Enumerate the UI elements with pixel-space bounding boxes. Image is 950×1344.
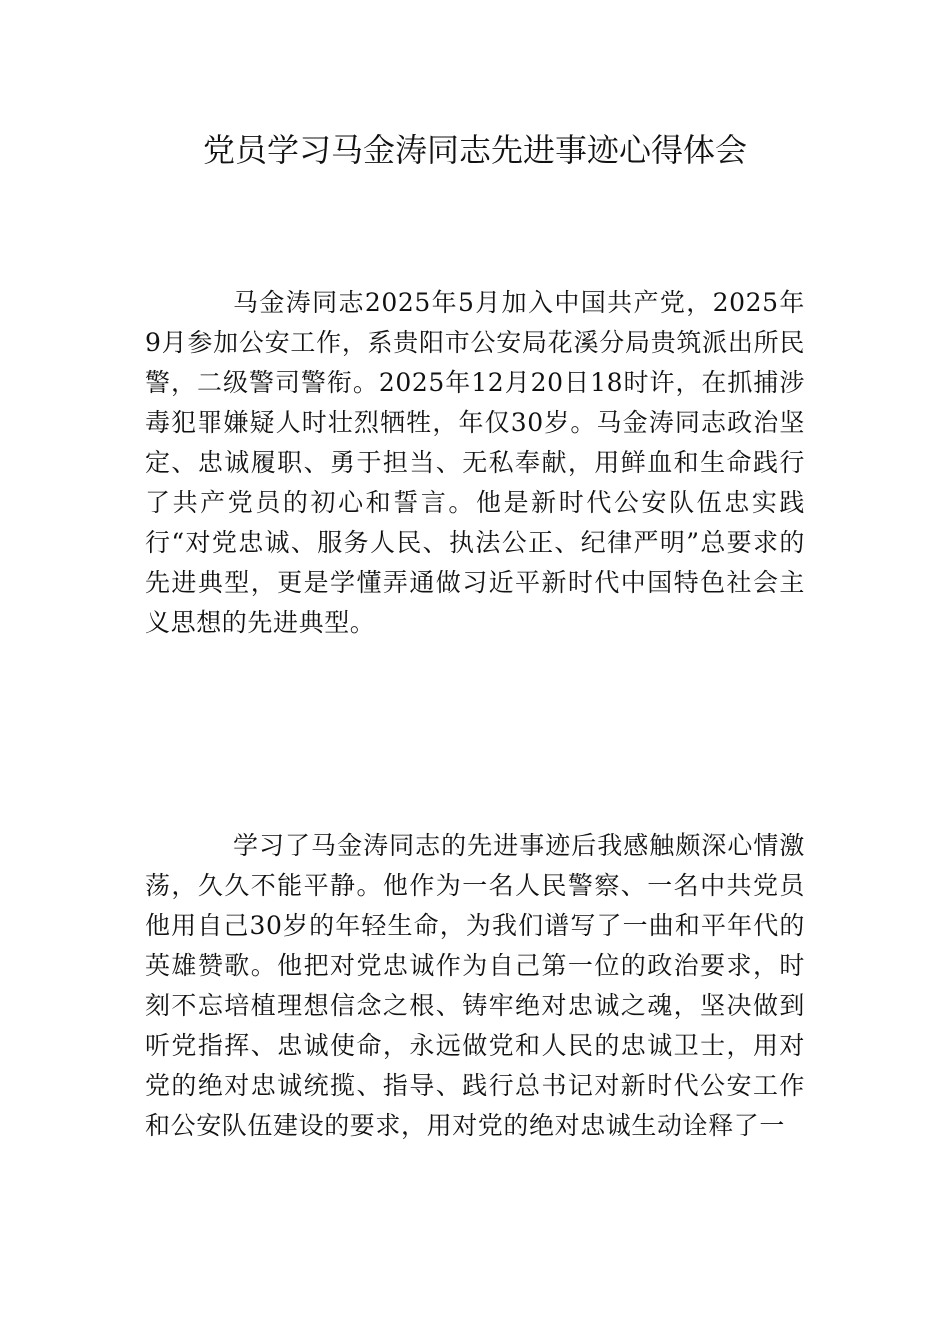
paragraph-2: 学习了马金涛同志的先进事迹后我感触颇深心情激荡，久久不能平静。他作为一名人民警察、一名中共党员他用自己30岁的年轻生命，为我们谱写了一曲和平年代的英雄赞歌。他把对党忠诚作为自己第一位的政治要求，时刻不忘培植理想信念之根、铸牢绝对忠诚之魂，坚决做到听党指挥、忠诚使命，永远做党和人民的忠诚卫士，用对党的绝对忠诚统揽、指导、践行总书记对新时代公安工作和公安队伍建设的要求，用对党的绝对忠诚生动诠释了一 — [145, 831, 805, 1140]
document-title: 党员学习马金涛同志先进事迹心得体会 — [202, 131, 747, 169]
paragraph-1: 马金涛同志2025年5月加入中国共产党，2025年9月参加公安工作，系贵阳市公安局花溪分局贵筑派出所民警，二级警司警衔。2025年12月20日18时许，在抓捕涉毒犯罪嫌疑人时壮烈牺牲，年仅30岁。马金涛同志政治坚定、忠诚履职、勇于担当、无私奉献，用鲜血和生命践行了共产党员的初心和誓言。他是新时代公安队伍忠实践行“对党忠诚、服务人民、执法公正、纪律严明”总要求的先进典型，更是学懂弄通做习近平新时代中国特色社会主义思想的先进典型。 — [145, 288, 805, 637]
